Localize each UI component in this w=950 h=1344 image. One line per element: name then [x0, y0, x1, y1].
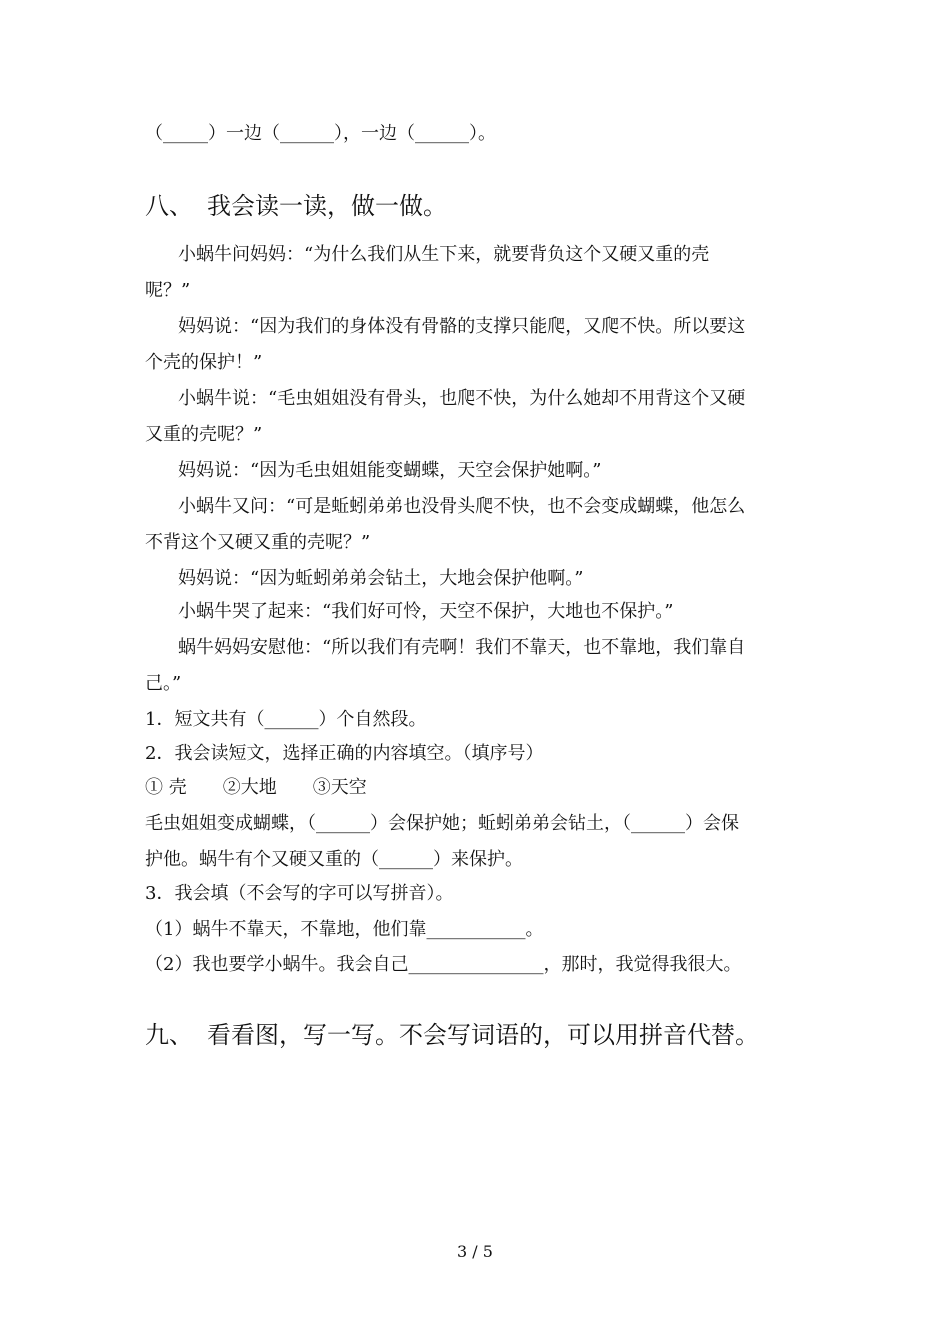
passage-line: 又重的壳呢？” — [145, 424, 263, 445]
passage-line: 小蜗牛问妈妈：“为什么我们从生下来，就要背负这个又硬又重的壳 — [178, 244, 710, 265]
passage-line: 蜗牛妈妈安慰他：“所以我们有壳啊！我们不靠天，也不靠地，我们靠自 — [178, 637, 746, 658]
passage-line: 不背这个又硬又重的壳呢？” — [145, 532, 371, 553]
passage-line: 小蜗牛又问：“可是蚯蚓弟弟也没骨头爬不快，也不会变成蝴蝶，他怎么 — [178, 496, 746, 517]
passage-line: 妈妈说：“因为我们的身体没有骨骼的支撑只能爬，又爬不快。所以要这 — [178, 316, 746, 337]
passage-line: 己。” — [145, 673, 182, 694]
passage-line: 呢？” — [145, 280, 191, 301]
passage-line: 小蜗牛哭了起来：“我们好可怜，天空不保护，大地也不保护。” — [178, 601, 674, 622]
question-1: 1．短文共有（______）个自然段。 — [145, 709, 427, 730]
question-2-fill-line: 毛虫姐姐变成蝴蝶，（______）会保护她；蚯蚓弟弟会钻土，（______）会保 — [145, 813, 739, 834]
question-3: 3．我会填（不会写的字可以写拼音）。 — [145, 883, 454, 904]
section-8-heading — [145, 190, 447, 222]
section-9-title: 看看图，写一写。不会写词语的，可以用拼音代替。 — [207, 1021, 759, 1049]
passage-line: 个壳的保护！” — [145, 352, 263, 373]
section-8-title: 我会读一读，做一做。 — [207, 192, 447, 220]
question-2-fill-line: 护他。蜗牛有个又硬又重的（______）来保护。 — [145, 849, 523, 870]
section-8-number: 八、 — [145, 192, 193, 220]
question-2: 2．我会读短文，选择正确的内容填空。（填序号） — [145, 743, 544, 764]
top-fill-line: （_____）一边（______），一边（______）。 — [145, 123, 496, 144]
question-2-options: ① 壳 ②大地 ③天空 — [145, 777, 367, 798]
question-3-part-2: （2）我也要学小蜗牛。我会自己_______________，那时，我觉得我很大。 — [145, 954, 742, 975]
page-number: 3 / 5 — [457, 1242, 493, 1261]
section-9-number: 九、 — [145, 1021, 193, 1049]
passage-line: 妈妈说：“因为毛虫姐姐能变蝴蝶，天空会保护她啊。” — [178, 460, 602, 481]
question-3-part-1: （1）蜗牛不靠天，不靠地，他们靠___________。 — [145, 919, 544, 940]
passage-line: 小蜗牛说：“毛虫姐姐没有骨头，也爬不快，为什么她却不用背这个又硬 — [178, 388, 746, 409]
section-9-heading — [145, 1019, 759, 1051]
passage-line: 妈妈说：“因为蚯蚓弟弟会钻土，大地会保护他啊。” — [178, 568, 584, 589]
